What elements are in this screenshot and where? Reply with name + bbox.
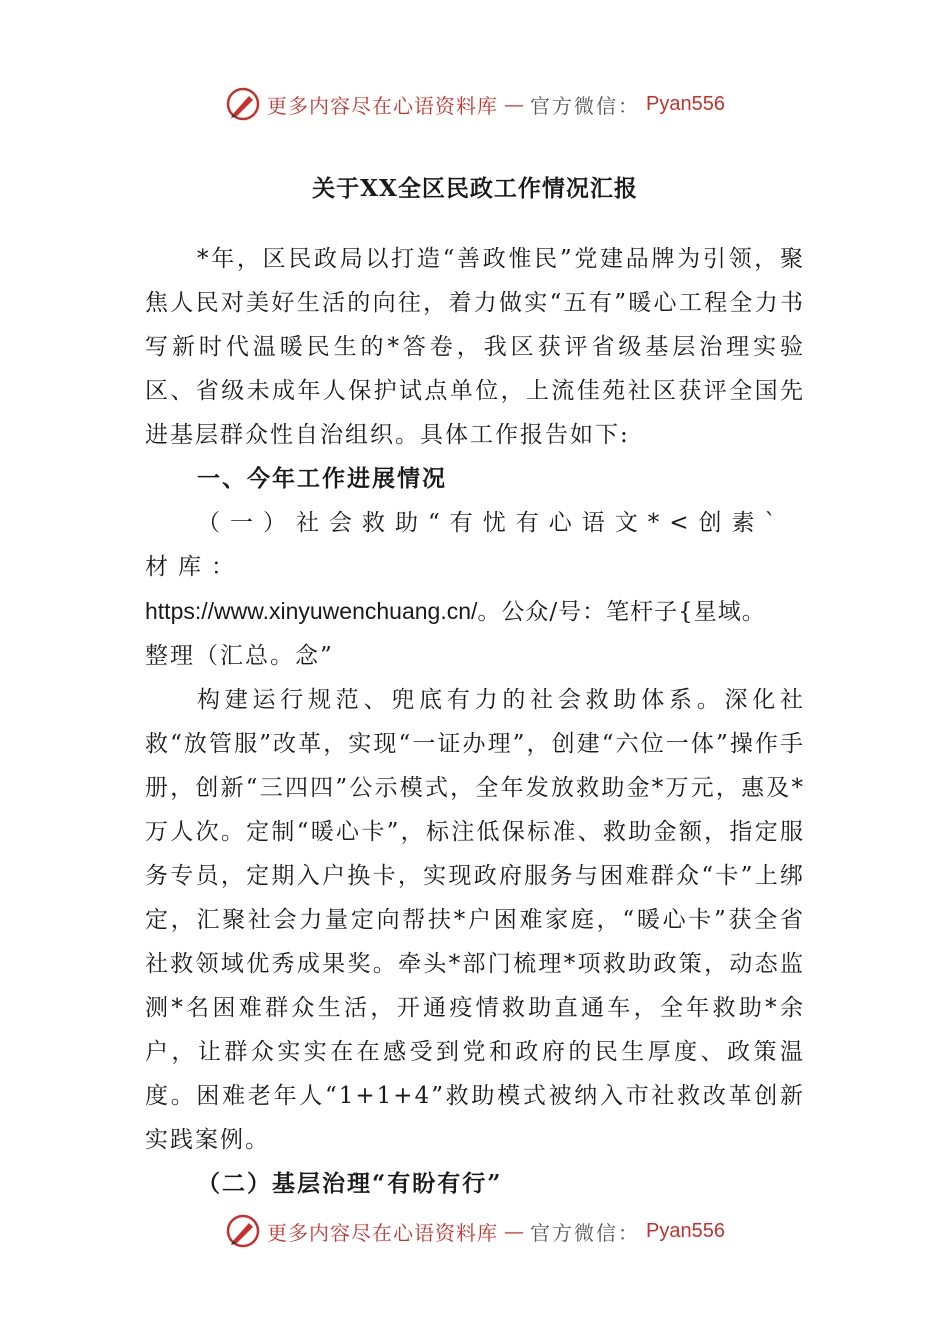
intro-paragraph: *年，区民政局以打造“善政惟民”党建品牌为引领，聚焦人民对美好生活的向往，着力做实“五有”暖心工程全力书写新时代温暖民生的*答卷，我区获评省级基层治理实验区、省级未成年人保护试点单位，上流佳苑社区获评全国先进基层群众性自治组织。具体工作报告如下: <box>145 246 805 448</box>
header-watermark-banner <box>0 84 950 124</box>
footer-watermark-banner <box>0 1211 950 1251</box>
section-heading-1: 一、今年工作进展情况 <box>197 465 447 492</box>
banner-separator: — <box>504 1219 525 1243</box>
subsection-heading-2: （二）基层治理“有盼有行” <box>197 1170 503 1197</box>
banner-wechat-id: Pyan556 <box>646 1219 725 1242</box>
subsection-line-3: 整理（汇总。念” <box>145 643 334 669</box>
document-body <box>145 237 805 1206</box>
document-title: 关于XX全区民政工作情况汇报 <box>312 175 638 202</box>
banner-separator: — <box>504 92 525 116</box>
subsection-heading-1: （一）社会救助“有忧有心语文*<创素`材库： <box>145 510 787 580</box>
social-assistance-paragraph: 构建运行规范、兜底有力的社会救助体系。深化社救“放管服”改革，实现“一证办理”，创建“六位一体”操作手册，创新“三四四”公示模式，全年发放救助金*万元，惠及*万人次。定制“暖心卡”，标注低保标准、救助金额，指定服务专员，定期入户换卡，实现政府服务与困难群众“卡”上绑定，汇聚社会力量定向帮扶*户困难家庭，“暖心卡”获全省社救领域优秀成果奖。牵头*部门梳理*项救助政策，动态监测*名困难群众生活，开通疫情救助直通车，全年救助*余户，让群众实实在在感受到党和政府的民生厚度、政策温度。困难老年人“1+1+4”救助模式被纳入市社救改革创新实践案例。 <box>145 687 805 1153</box>
banner-slogan: 更多内容尽在心语资料库 <box>267 1220 499 1245</box>
banner-slogan: 更多内容尽在心语资料库 <box>267 93 499 118</box>
banner-wechat-id: Pyan556 <box>646 92 725 115</box>
watermark-url: https://www.xinyuwenchuang.cn/ <box>145 598 478 624</box>
subsection-url-line <box>145 589 805 634</box>
banner-official-label: 官方微信： <box>530 1220 641 1245</box>
pen-logo-icon <box>225 86 261 122</box>
banner-official-label: 官方微信： <box>530 93 641 118</box>
pen-logo-icon <box>225 1213 261 1249</box>
url-line-tail: 。公众/号：笔杆子{星域。 <box>477 599 766 625</box>
